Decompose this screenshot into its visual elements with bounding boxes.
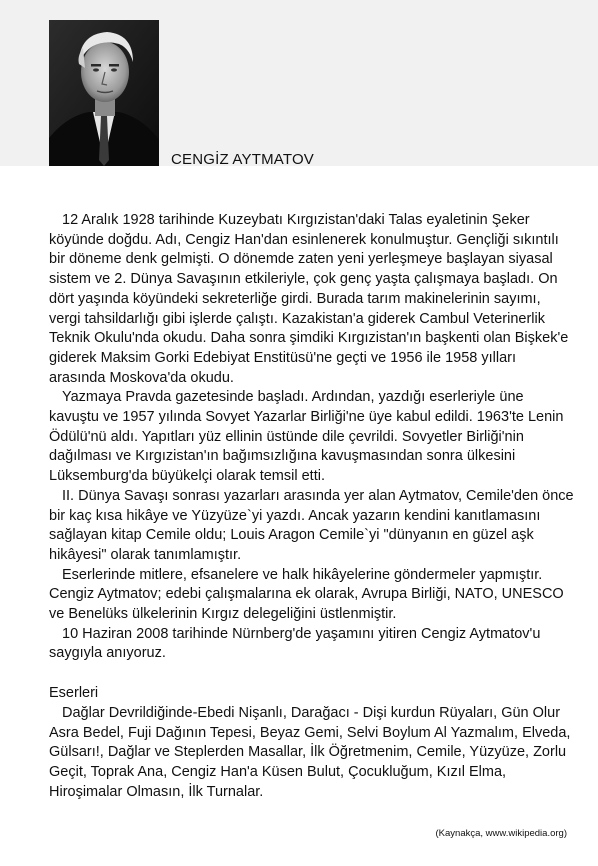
- biography-paragraph-4: Eserlerinde mitlere, efsanelere ve halk hikâyelerine göndermeler yapmıştır. Cengiz Aytmatov; edebi çalışmalarına ek olarak, Avrupa Birliği, NATO, UNESCO ve Benelüks ülkelerinin Kırgız delegeliğini üstlenmiştir.: [49, 566, 564, 623]
- biography-paragraph-5: 10 Haziran 2008 tarihinde Nürnberg'de yaşamını yitiren Cengiz Aytmatov'u saygıyla anıyoruz.: [49, 625, 541, 662]
- biography-paragraph-2: Yazmaya Pravda gazetesinde başladı. Ardından, yazdığı eserleriyle üne kavuştu ve 1957 yılında Sovyet Yazarlar Birliği'ne üye kabul edildi. 1963'te Lenin Ödülü'nü aldı. Yapıtları yüz ellinin üstünde dile çevrildi. Sovyetler Birliği'nin dağılması ve Kırgızistan'ın bağımsızlığına kavuşmasından sonra ülkesini Lüksemburg'da büyükelçi olarak temsil etti.: [49, 389, 564, 485]
- biography-paragraph-3: II. Dünya Savaşı sonrası yazarları arasında yer alan Aytmatov, Cemile'den önce bir kaç kısa hikâye ve Yüzyüze`yi yazdı. Ancak yazarın kendini kanıtlamasını sağlayan kitap Cemile oldu; Louis Aragon Cemile`yi "dünyanın en güzel aşk hikâyesi" olarak tanımlamıştır.: [49, 487, 574, 563]
- section-gap: [49, 664, 574, 684]
- works-list: Dağlar Devrildiğinde-Ebedi Nişanlı, Darağacı - Dişi kurdun Rüyaları, Gün Olur Asra Bedel, Fuji Dağının Tepesi, Beyaz Gemi, Selvi Boylum Al Yazmalım, Elveda, Gülsarı!, Dağlar ve Steplerden Masallar, İlk Öğretmenim, Cemile, Yüzyüze, Zorlu Geçit, Toprak Ana, Cengiz Han'a Küsen Bulut, Çocukluğum, Kızıl Elma, Hiroşimalar Olmasın, İlk Turnalar.: [49, 704, 571, 800]
- biography-content: [49, 211, 574, 802]
- source-citation: (Kaynakça, www.wikipedia.org): [435, 828, 567, 839]
- works-heading: Eserleri: [49, 685, 99, 702]
- author-portrait-photo: [49, 20, 159, 166]
- biography-paragraph-1: 12 Aralık 1928 tarihinde Kuzeybatı Kırgızistan'daki Talas eyaletinin Şeker köyünde doğdu. Adı, Cengiz Han'dan esinlenerek konulmuştur. Gençliği sıkıntılı bir döneme denk gelmişti. O dönemde zaten yeni yerleşmeye başlayan siyasal sistem ve 2. Dünya Savaşının etkileriyle, çok genç yaşta çalışmaya başladı. On dört yaşında köyündeki sekreterliğe girdi. Burada tarım makinelerinin sayımı, vergi tahsildarlığı gibi işlerde çalıştı. Kazakistan'a giderek Cambul Veterinerlik Teknik Okulu'nda okudu. Daha sonra şimdiki Kırgızistan'ın başkenti olan Bişkek'e giderek Maksim Gorki Edebiyat Enstitüsü'ne geçti ve 1956 ile 1958 yılları arasında Moskova'da okudu.: [49, 212, 569, 386]
- author-portrait-icon: [49, 20, 159, 166]
- author-name: CENGİZ AYTMATOV: [171, 151, 315, 168]
